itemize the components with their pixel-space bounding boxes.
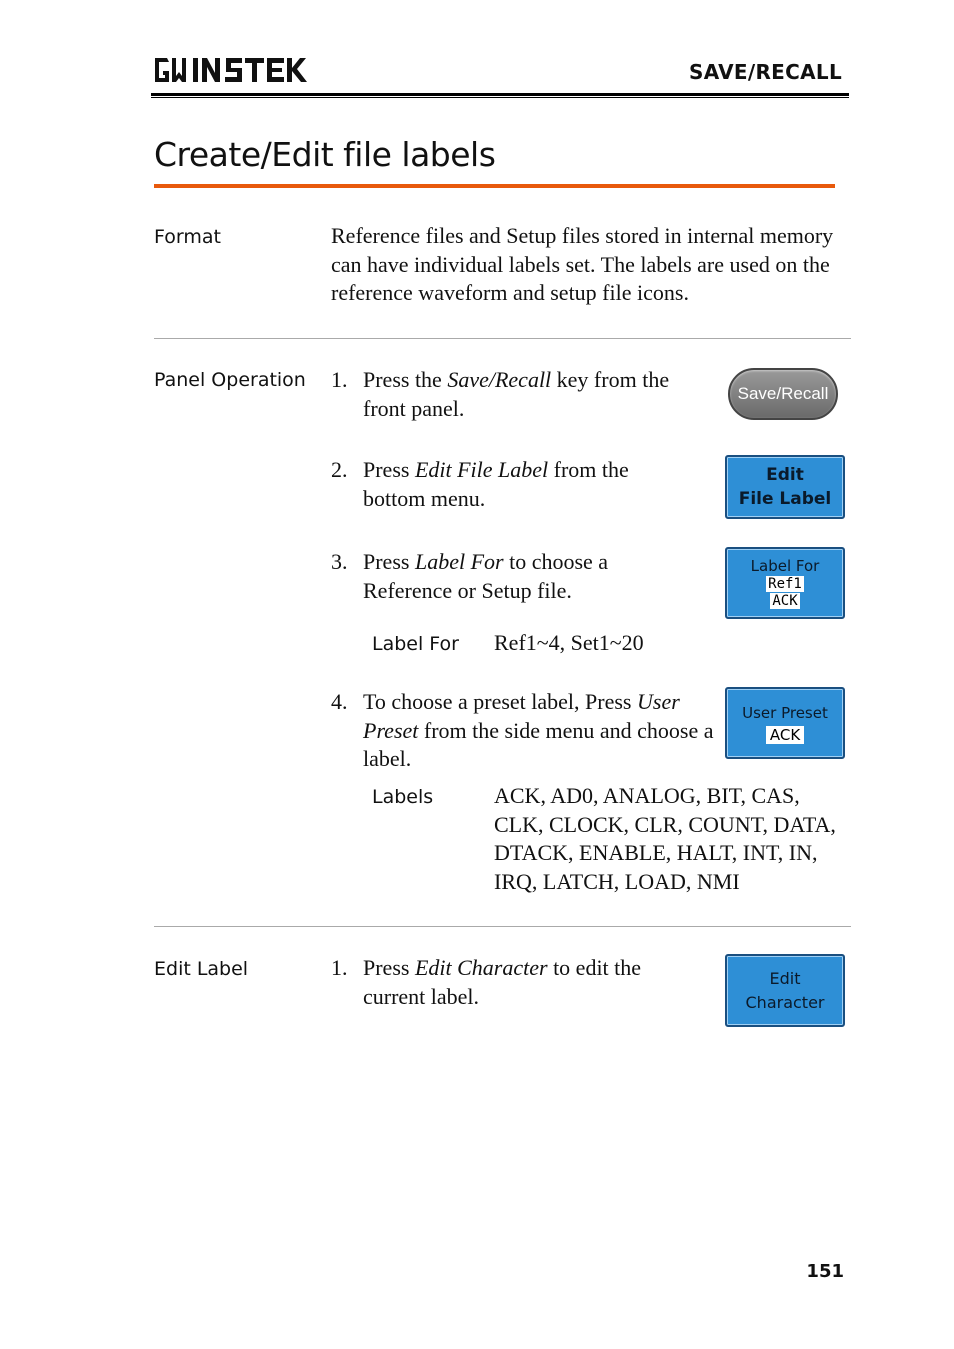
header-rule-thin	[151, 97, 849, 98]
user-preset-button[interactable]: User Preset ACK	[725, 687, 845, 759]
step-number: 1.	[331, 367, 348, 392]
save-recall-key[interactable]: Save/Recall	[728, 368, 838, 420]
step-number: 4.	[331, 689, 348, 714]
step-number: 1.	[331, 955, 348, 980]
section-name: SAVE/RECALL	[689, 60, 842, 84]
header-rule	[151, 93, 849, 96]
label-for-button[interactable]: Label For Ref1 ACK	[725, 547, 845, 619]
step-number: 2.	[331, 457, 348, 482]
step-text: To choose a preset label, Press User Preset from the side menu and choose a label.	[363, 689, 714, 771]
format-text: Reference files and Setup files stored in internal memory can have individual labels set. The labels are used on the reference waveform and setup file icons.	[331, 223, 834, 305]
edit-character-button[interactable]: Edit Character	[725, 954, 845, 1027]
step-text: Press Edit File Label from the bottom menu.	[363, 457, 629, 511]
step-text: Press Label For to choose a Reference or Setup file.	[363, 549, 609, 603]
labels-param: Labels	[372, 786, 434, 808]
labels-value: ACK, AD0, ANALOG, BIT, CAS, CLK, CLOCK, CLR, COUNT, DATA, DTACK, ENABLE, HALT, INT, IN, IRQ, LATCH, LOAD, NMI	[494, 783, 836, 894]
label-for-value: Ref1~4, Set1~20	[494, 630, 644, 655]
label-for-param: Label For	[372, 633, 459, 655]
edit-label-label: Edit Label	[154, 958, 249, 980]
edit-file-label-button[interactable]: Edit File Label	[725, 455, 845, 519]
panel-operation-label: Panel Operation	[154, 369, 306, 391]
gw-instek-logo	[153, 56, 325, 84]
step-number: 3.	[331, 549, 348, 574]
divider	[154, 338, 851, 339]
page-number: 151	[806, 1261, 844, 1282]
step-text: Press the Save/Recall key from the front panel.	[363, 367, 670, 421]
page-title: Create/Edit file labels	[154, 135, 496, 174]
format-label: Format	[154, 226, 221, 248]
divider	[154, 926, 851, 927]
title-underline	[154, 184, 835, 188]
step-text: Press Edit Character to edit the current label.	[363, 955, 642, 1009]
